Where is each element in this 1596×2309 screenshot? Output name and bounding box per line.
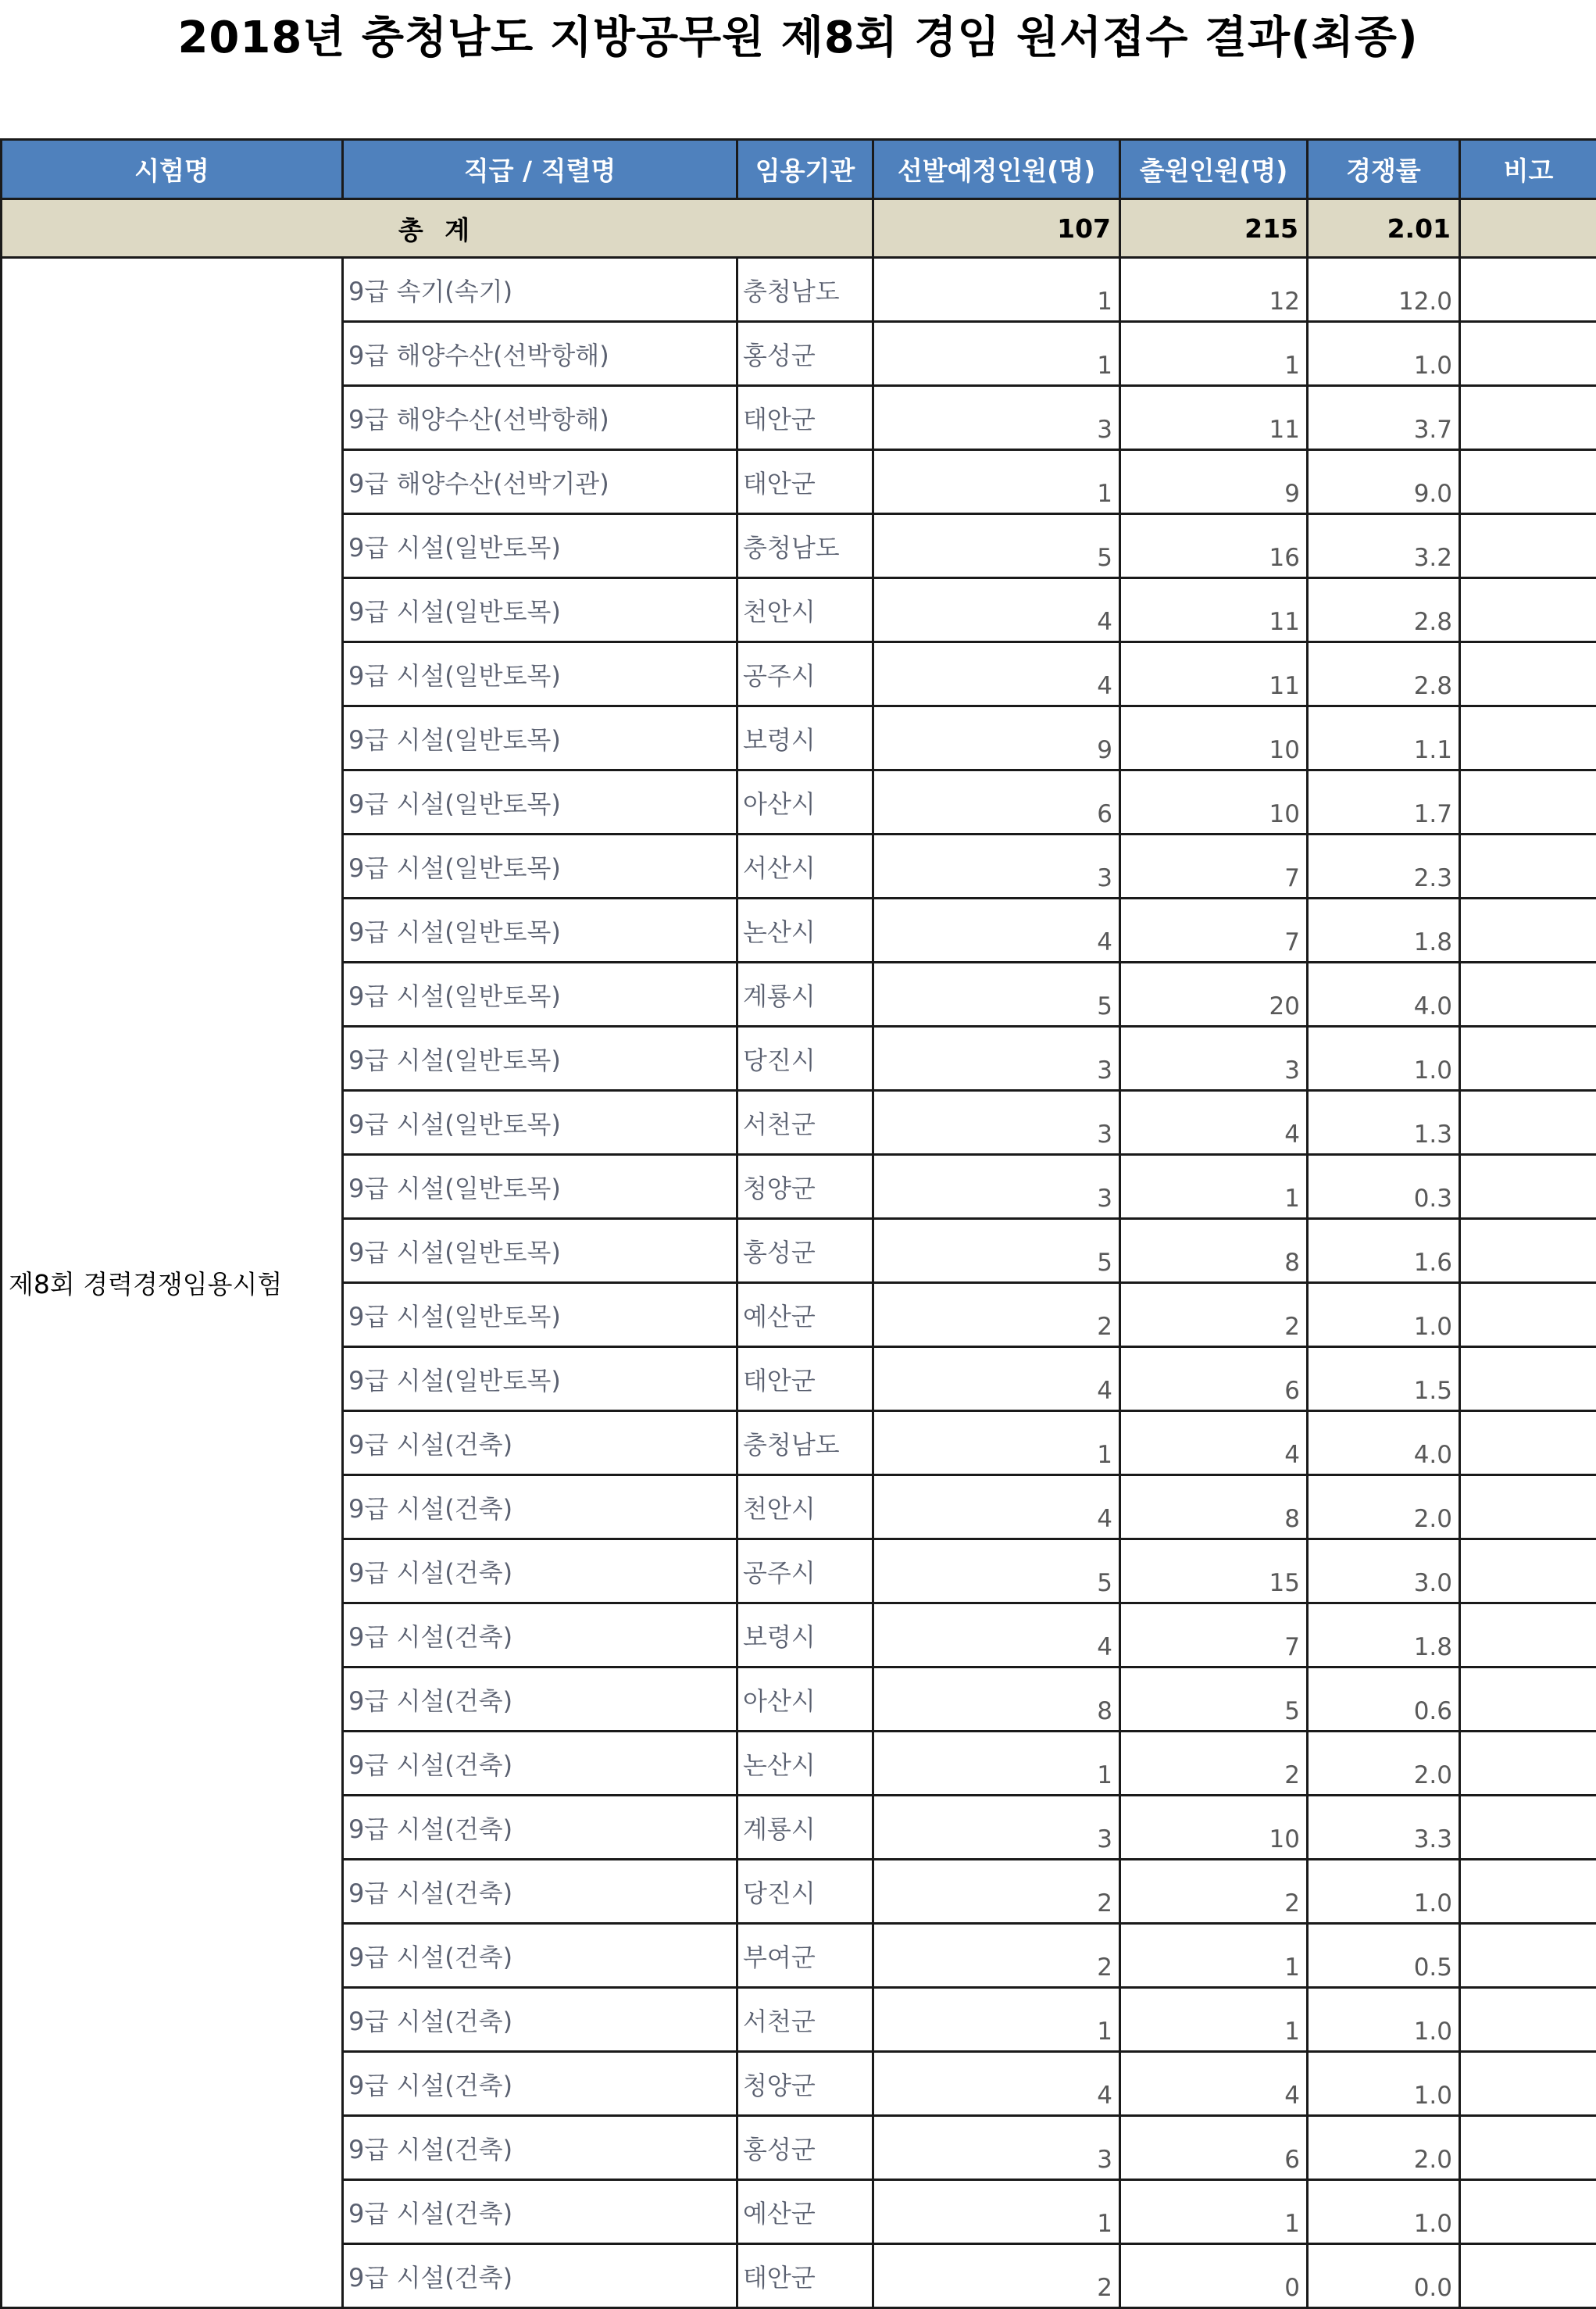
planned-cell: 1	[873, 322, 1120, 386]
org-cell: 충청남도	[737, 1411, 873, 1475]
rank-cell: 9급 시설(일반토목)	[343, 1091, 737, 1155]
applicants-cell: 4	[1120, 1091, 1308, 1155]
planned-cell: 4	[873, 1475, 1120, 1539]
planned-cell: 9	[873, 706, 1120, 770]
note-cell	[1460, 706, 1596, 770]
rank-cell: 9급 시설(건축)	[343, 2052, 737, 2116]
rank-cell: 9급 해양수산(선박항해)	[343, 386, 737, 450]
applicants-cell: 7	[1120, 1603, 1308, 1667]
org-cell: 보령시	[737, 706, 873, 770]
planned-cell: 1	[873, 258, 1120, 322]
note-cell	[1460, 642, 1596, 706]
note-cell	[1460, 578, 1596, 642]
ratio-cell: 2.3	[1308, 835, 1460, 899]
org-cell: 천안시	[737, 578, 873, 642]
rank-cell: 9급 시설(건축)	[343, 2180, 737, 2244]
applicants-cell: 9	[1120, 450, 1308, 514]
ratio-cell: 3.2	[1308, 514, 1460, 578]
total-applicants: 215	[1120, 199, 1308, 258]
note-cell	[1460, 899, 1596, 963]
planned-cell: 2	[873, 1924, 1120, 1988]
org-cell: 홍성군	[737, 2116, 873, 2180]
applicants-cell: 8	[1120, 1475, 1308, 1539]
header-exam-name: 시험명	[2, 140, 343, 199]
ratio-cell: 1.0	[1308, 2052, 1460, 2116]
ratio-cell: 2.8	[1308, 578, 1460, 642]
note-cell	[1460, 1091, 1596, 1155]
org-cell: 홍성군	[737, 1219, 873, 1283]
ratio-cell: 1.1	[1308, 706, 1460, 770]
org-cell: 태안군	[737, 1347, 873, 1411]
rank-cell: 9급 시설(건축)	[343, 1603, 737, 1667]
org-cell: 계룡시	[737, 1796, 873, 1860]
rank-cell: 9급 시설(건축)	[343, 1667, 737, 1732]
ratio-cell: 0.6	[1308, 1667, 1460, 1732]
org-cell: 부여군	[737, 1924, 873, 1988]
applicants-cell: 6	[1120, 2116, 1308, 2180]
header-note: 비고	[1460, 140, 1596, 199]
total-ratio: 2.01	[1308, 199, 1460, 258]
org-cell: 충청남도	[737, 258, 873, 322]
total-note	[1460, 199, 1596, 258]
ratio-cell: 1.6	[1308, 1219, 1460, 1283]
planned-cell: 4	[873, 578, 1120, 642]
planned-cell: 5	[873, 1539, 1120, 1603]
note-cell	[1460, 1988, 1596, 2052]
ratio-cell: 3.0	[1308, 1539, 1460, 1603]
org-cell: 청양군	[737, 2052, 873, 2116]
note-cell	[1460, 386, 1596, 450]
total-row	[2, 199, 1596, 258]
applicants-cell: 7	[1120, 899, 1308, 963]
planned-cell: 4	[873, 899, 1120, 963]
org-cell: 논산시	[737, 899, 873, 963]
ratio-cell: 2.0	[1308, 2116, 1460, 2180]
org-cell: 계룡시	[737, 963, 873, 1027]
applicants-cell: 7	[1120, 835, 1308, 899]
planned-cell: 3	[873, 1796, 1120, 1860]
note-cell	[1460, 1603, 1596, 1667]
applicants-cell: 1	[1120, 2180, 1308, 2244]
planned-cell: 5	[873, 514, 1120, 578]
applicants-cell: 0	[1120, 2244, 1308, 2308]
rank-cell: 9급 시설(일반토목)	[343, 963, 737, 1027]
rank-cell: 9급 해양수산(선박항해)	[343, 322, 737, 386]
rank-cell: 9급 시설(일반토목)	[343, 770, 737, 835]
header-ratio: 경쟁률	[1308, 140, 1460, 199]
planned-cell: 4	[873, 1603, 1120, 1667]
note-cell	[1460, 835, 1596, 899]
header-row	[2, 140, 1596, 199]
ratio-cell: 1.0	[1308, 322, 1460, 386]
note-cell	[1460, 1155, 1596, 1219]
rank-cell: 9급 속기(속기)	[343, 258, 737, 322]
rank-cell: 9급 시설(일반토목)	[343, 835, 737, 899]
planned-cell: 5	[873, 963, 1120, 1027]
note-cell	[1460, 1475, 1596, 1539]
ratio-cell: 1.3	[1308, 1091, 1460, 1155]
applicants-cell: 4	[1120, 1411, 1308, 1475]
rank-cell: 9급 시설(건축)	[343, 1988, 737, 2052]
header-org: 임용기관	[737, 140, 873, 199]
rank-cell: 9급 해양수산(선박기관)	[343, 450, 737, 514]
org-cell: 공주시	[737, 1539, 873, 1603]
planned-cell: 3	[873, 1155, 1120, 1219]
org-cell: 논산시	[737, 1732, 873, 1796]
org-cell: 청양군	[737, 1155, 873, 1219]
planned-cell: 2	[873, 1283, 1120, 1347]
header-planned: 선발예정인원(명)	[873, 140, 1120, 199]
ratio-cell: 9.0	[1308, 450, 1460, 514]
org-cell: 아산시	[737, 1667, 873, 1732]
planned-cell: 1	[873, 1988, 1120, 2052]
applicants-cell: 2	[1120, 1860, 1308, 1924]
rank-cell: 9급 시설(건축)	[343, 1796, 737, 1860]
planned-cell: 1	[873, 450, 1120, 514]
rank-cell: 9급 시설(건축)	[343, 1924, 737, 1988]
exam-name-cell: 제8회 경력경쟁임용시험	[2, 258, 343, 2308]
applicants-cell: 8	[1120, 1219, 1308, 1283]
org-cell: 태안군	[737, 2244, 873, 2308]
applicants-cell: 1	[1120, 1924, 1308, 1988]
ratio-cell: 1.8	[1308, 899, 1460, 963]
ratio-cell: 1.0	[1308, 1988, 1460, 2052]
rank-cell: 9급 시설(일반토목)	[343, 642, 737, 706]
org-cell: 서천군	[737, 1091, 873, 1155]
rank-cell: 9급 시설(일반토목)	[343, 1155, 737, 1219]
rank-cell: 9급 시설(건축)	[343, 1732, 737, 1796]
ratio-cell: 12.0	[1308, 258, 1460, 322]
ratio-cell: 3.7	[1308, 386, 1460, 450]
planned-cell: 2	[873, 1860, 1120, 1924]
results-table	[0, 138, 1596, 2309]
planned-cell: 3	[873, 835, 1120, 899]
rank-cell: 9급 시설(건축)	[343, 1411, 737, 1475]
note-cell	[1460, 1411, 1596, 1475]
applicants-cell: 4	[1120, 2052, 1308, 2116]
ratio-cell: 1.0	[1308, 1283, 1460, 1347]
rank-cell: 9급 시설(건축)	[343, 2116, 737, 2180]
applicants-cell: 10	[1120, 706, 1308, 770]
ratio-cell: 1.0	[1308, 1027, 1460, 1091]
rank-cell: 9급 시설(일반토목)	[343, 1283, 737, 1347]
planned-cell: 3	[873, 2116, 1120, 2180]
planned-cell: 8	[873, 1667, 1120, 1732]
note-cell	[1460, 450, 1596, 514]
ratio-cell: 2.0	[1308, 1475, 1460, 1539]
ratio-cell: 2.0	[1308, 1732, 1460, 1796]
header-applicants: 출원인원(명)	[1120, 140, 1308, 199]
ratio-cell: 4.0	[1308, 1411, 1460, 1475]
applicants-cell: 1	[1120, 322, 1308, 386]
header-rank: 직급 / 직렬명	[343, 140, 737, 199]
rank-cell: 9급 시설(일반토목)	[343, 1027, 737, 1091]
applicants-cell: 12	[1120, 258, 1308, 322]
planned-cell: 3	[873, 1027, 1120, 1091]
ratio-cell: 0.3	[1308, 1155, 1460, 1219]
org-cell: 서산시	[737, 835, 873, 899]
applicants-cell: 2	[1120, 1732, 1308, 1796]
note-cell	[1460, 258, 1596, 322]
applicants-cell: 11	[1120, 642, 1308, 706]
planned-cell: 2	[873, 2244, 1120, 2308]
org-cell: 충청남도	[737, 514, 873, 578]
planned-cell: 6	[873, 770, 1120, 835]
planned-cell: 3	[873, 1091, 1120, 1155]
note-cell	[1460, 514, 1596, 578]
org-cell: 당진시	[737, 1860, 873, 1924]
note-cell	[1460, 2116, 1596, 2180]
applicants-cell: 1	[1120, 1988, 1308, 2052]
note-cell	[1460, 1347, 1596, 1411]
org-cell: 예산군	[737, 2180, 873, 2244]
ratio-cell: 3.3	[1308, 1796, 1460, 1860]
ratio-cell: 2.8	[1308, 642, 1460, 706]
org-cell: 예산군	[737, 1283, 873, 1347]
planned-cell: 4	[873, 642, 1120, 706]
note-cell	[1460, 1539, 1596, 1603]
note-cell	[1460, 2052, 1596, 2116]
planned-cell: 1	[873, 1411, 1120, 1475]
rank-cell: 9급 시설(일반토목)	[343, 899, 737, 963]
applicants-cell: 16	[1120, 514, 1308, 578]
applicants-cell: 3	[1120, 1027, 1308, 1091]
planned-cell: 1	[873, 1732, 1120, 1796]
applicants-cell: 15	[1120, 1539, 1308, 1603]
rank-cell: 9급 시설(일반토목)	[343, 1219, 737, 1283]
note-cell	[1460, 1796, 1596, 1860]
ratio-cell: 0.5	[1308, 1924, 1460, 1988]
planned-cell: 5	[873, 1219, 1120, 1283]
applicants-cell: 5	[1120, 1667, 1308, 1732]
ratio-cell: 1.0	[1308, 1860, 1460, 1924]
rank-cell: 9급 시설(일반토목)	[343, 578, 737, 642]
planned-cell: 3	[873, 386, 1120, 450]
ratio-cell: 1.5	[1308, 1347, 1460, 1411]
org-cell: 보령시	[737, 1603, 873, 1667]
note-cell	[1460, 1732, 1596, 1796]
rank-cell: 9급 시설(건축)	[343, 1539, 737, 1603]
note-cell	[1460, 1924, 1596, 1988]
org-cell: 공주시	[737, 642, 873, 706]
page-title: 2018년 충청남도 지방공무원 제8회 경임 원서접수 결과(최종)	[0, 6, 1596, 70]
applicants-cell: 6	[1120, 1347, 1308, 1411]
applicants-cell: 11	[1120, 386, 1308, 450]
org-cell: 당진시	[737, 1027, 873, 1091]
rank-cell: 9급 시설(건축)	[343, 1475, 737, 1539]
ratio-cell: 1.7	[1308, 770, 1460, 835]
org-cell: 홍성군	[737, 322, 873, 386]
applicants-cell: 10	[1120, 1796, 1308, 1860]
ratio-cell: 4.0	[1308, 963, 1460, 1027]
ratio-cell: 1.0	[1308, 2180, 1460, 2244]
org-cell: 태안군	[737, 386, 873, 450]
planned-cell: 1	[873, 2180, 1120, 2244]
note-cell	[1460, 2244, 1596, 2308]
total-planned: 107	[873, 199, 1120, 258]
note-cell	[1460, 963, 1596, 1027]
total-label: 총 계	[2, 199, 873, 258]
note-cell	[1460, 1027, 1596, 1091]
rank-cell: 9급 시설(일반토목)	[343, 706, 737, 770]
note-cell	[1460, 1667, 1596, 1732]
org-cell: 서천군	[737, 1988, 873, 2052]
applicants-cell: 11	[1120, 578, 1308, 642]
note-cell	[1460, 322, 1596, 386]
rank-cell: 9급 시설(일반토목)	[343, 514, 737, 578]
ratio-cell: 1.8	[1308, 1603, 1460, 1667]
table-row	[2, 258, 1596, 322]
planned-cell: 4	[873, 2052, 1120, 2116]
applicants-cell: 10	[1120, 770, 1308, 835]
note-cell	[1460, 1860, 1596, 1924]
note-cell	[1460, 770, 1596, 835]
planned-cell: 4	[873, 1347, 1120, 1411]
note-cell	[1460, 1283, 1596, 1347]
applicants-cell: 20	[1120, 963, 1308, 1027]
rank-cell: 9급 시설(건축)	[343, 2244, 737, 2308]
note-cell	[1460, 2180, 1596, 2244]
note-cell	[1460, 1219, 1596, 1283]
org-cell: 천안시	[737, 1475, 873, 1539]
rank-cell: 9급 시설(일반토목)	[343, 1347, 737, 1411]
applicants-cell: 2	[1120, 1283, 1308, 1347]
org-cell: 아산시	[737, 770, 873, 835]
ratio-cell: 0.0	[1308, 2244, 1460, 2308]
applicants-cell: 1	[1120, 1155, 1308, 1219]
rank-cell: 9급 시설(건축)	[343, 1860, 737, 1924]
org-cell: 태안군	[737, 450, 873, 514]
